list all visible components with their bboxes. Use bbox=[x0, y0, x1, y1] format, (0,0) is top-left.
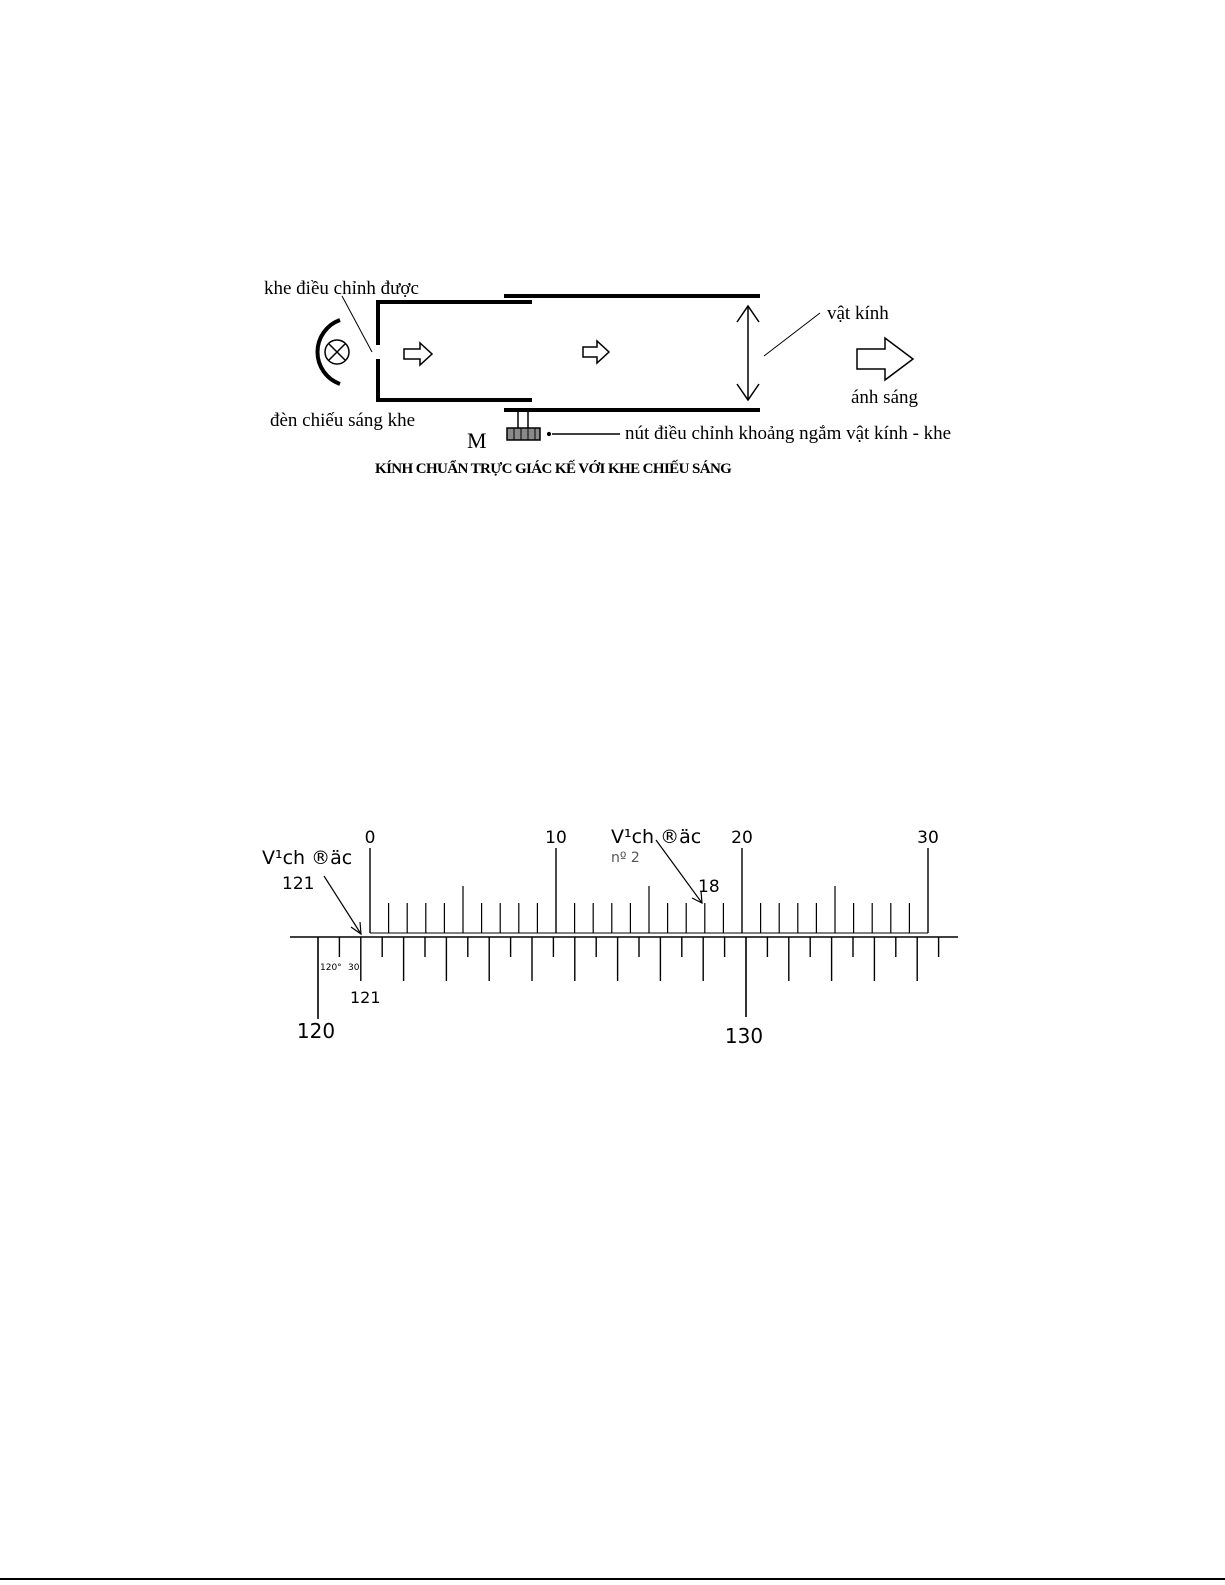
vernier-tick-label: 20 bbox=[731, 828, 753, 848]
reading-right-title: V¹ch ®äc bbox=[611, 826, 702, 848]
leader-lens bbox=[764, 313, 820, 356]
label-knob: nút điều chỉnh khoảng ngắm vật kính - khe bbox=[625, 423, 952, 444]
vernier-tick-label: 30 bbox=[917, 828, 939, 848]
diagram-caption: KÍNH CHUẨN TRỰC GIÁC KẾ VỚI KHE CHIẾU SÁNG bbox=[375, 461, 732, 477]
reading-left-title: V¹ch ®äc bbox=[262, 847, 353, 869]
leader-knob-dot bbox=[547, 432, 550, 435]
reading-pointers bbox=[324, 840, 702, 934]
reading-right-value: 18 bbox=[698, 877, 720, 897]
reading-right-subtitle: nº 2 bbox=[611, 850, 640, 866]
main-scale bbox=[318, 937, 939, 1019]
page-bottom-rule bbox=[0, 1578, 1225, 1580]
vernier-diagram bbox=[262, 826, 958, 1048]
collimator-labels bbox=[264, 278, 951, 477]
label-lamp: đèn chiếu sáng khe bbox=[270, 410, 416, 431]
main-tick-labels bbox=[297, 1019, 763, 1048]
inset-value: 121 bbox=[350, 988, 381, 1007]
label-knob-letter: M bbox=[467, 428, 487, 453]
reading-left-value: 121 bbox=[282, 874, 315, 894]
pointer-right bbox=[656, 840, 702, 903]
main-tick-label: 130 bbox=[724, 1024, 764, 1048]
vernier-annotations bbox=[262, 826, 720, 1007]
vernier-tick-label: 0 bbox=[364, 828, 376, 848]
label-lens: vật kính bbox=[827, 303, 889, 324]
vernier-tick-label: 10 bbox=[545, 828, 567, 848]
inset-small-deg: 120° bbox=[320, 963, 342, 973]
main-tick-label: 120 bbox=[296, 1019, 336, 1043]
label-slit: khe điều chỉnh được bbox=[264, 278, 419, 299]
light-out-arrow-icon bbox=[857, 338, 913, 380]
pointer-left bbox=[324, 876, 361, 934]
vernier-scale bbox=[370, 848, 928, 933]
light-arrow-icon bbox=[583, 341, 609, 363]
label-light: ánh sáng bbox=[851, 387, 919, 408]
inset-small-min: 30 bbox=[348, 963, 360, 973]
light-arrow-icon bbox=[404, 343, 432, 365]
